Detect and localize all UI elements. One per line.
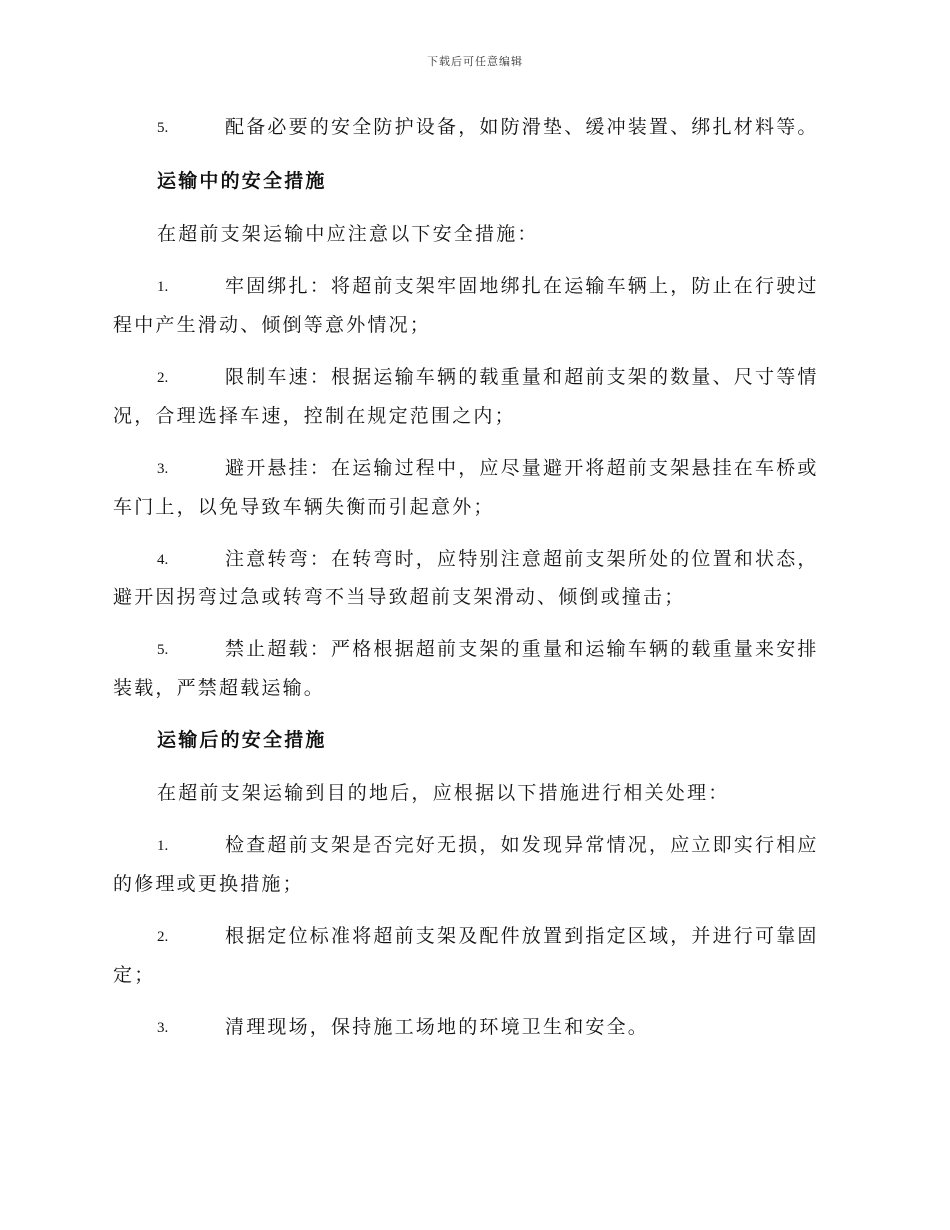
list-item-text-cont: 定； [113,964,156,986]
section-heading: 运输中的安全措施 [157,170,327,192]
list-item-text: 避开悬挂：在运输过程中，应尽量避开将超前支架悬挂在车桥或 [225,457,819,479]
list-item-number: 3. [157,461,169,477]
list-item-text: 限制车速：根据运输车辆的载重量和超前支架的数量、尺寸等情 [225,366,819,388]
list-item-text-cont: 况，合理选择车速，控制在规定范围之内； [113,405,516,427]
list-item-text: 清理现场，保持施工场地的环境卫生和安全。 [225,1016,650,1038]
list-item-number: 3. [157,1020,169,1036]
section-heading: 运输后的安全措施 [157,729,327,751]
list-item-text-cont: 装载，严禁超载运输。 [113,677,326,699]
list-item-text-cont: 避开因拐弯过急或转弯不当导致超前支架滑动、倾倒或撞击； [113,586,686,608]
list-item-text: 检查超前支架是否完好无损，如发现异常情况，应立即实行相应 [225,834,819,856]
list-item-text: 牢固绑扎：将超前支架牢固地绑扎在运输车辆上，防止在行驶过 [225,275,819,297]
list-item-number: 2. [157,370,169,386]
list-item-number: 1. [157,838,169,854]
list-item-text-cont: 的修理或更换措施； [113,873,304,895]
list-item-text-cont: 程中产生滑动、倾倒等意外情况； [113,314,432,336]
list-item-text: 禁止超载：严格根据超前支架的重量和运输车辆的载重量来安排 [225,638,819,660]
list-item-number: 5. [157,642,169,658]
list-item-number: 5. [157,120,169,136]
section-intro: 在超前支架运输到目的地后，应根据以下措施进行相关处理： [157,782,730,804]
page-header: 下载后可任意编辑 [427,55,523,68]
list-item-number: 2. [157,929,169,945]
list-item-text-cont: 车门上，以免导致车辆失衡而引起意外； [113,496,495,518]
section-intro: 在超前支架运输中应注意以下安全措施： [157,223,539,245]
list-item-number: 1. [157,279,169,295]
list-item-text: 注意转弯：在转弯时，应特别注意超前支架所处的位置和状态， [225,548,819,570]
list-item-text: 配备必要的安全防护设备，如防滑垫、缓冲装置、绑扎材料等。 [225,116,819,138]
list-item-text: 根据定位标准将超前支架及配件放置到指定区域，并进行可靠固 [225,925,819,947]
list-item-number: 4. [157,552,169,568]
